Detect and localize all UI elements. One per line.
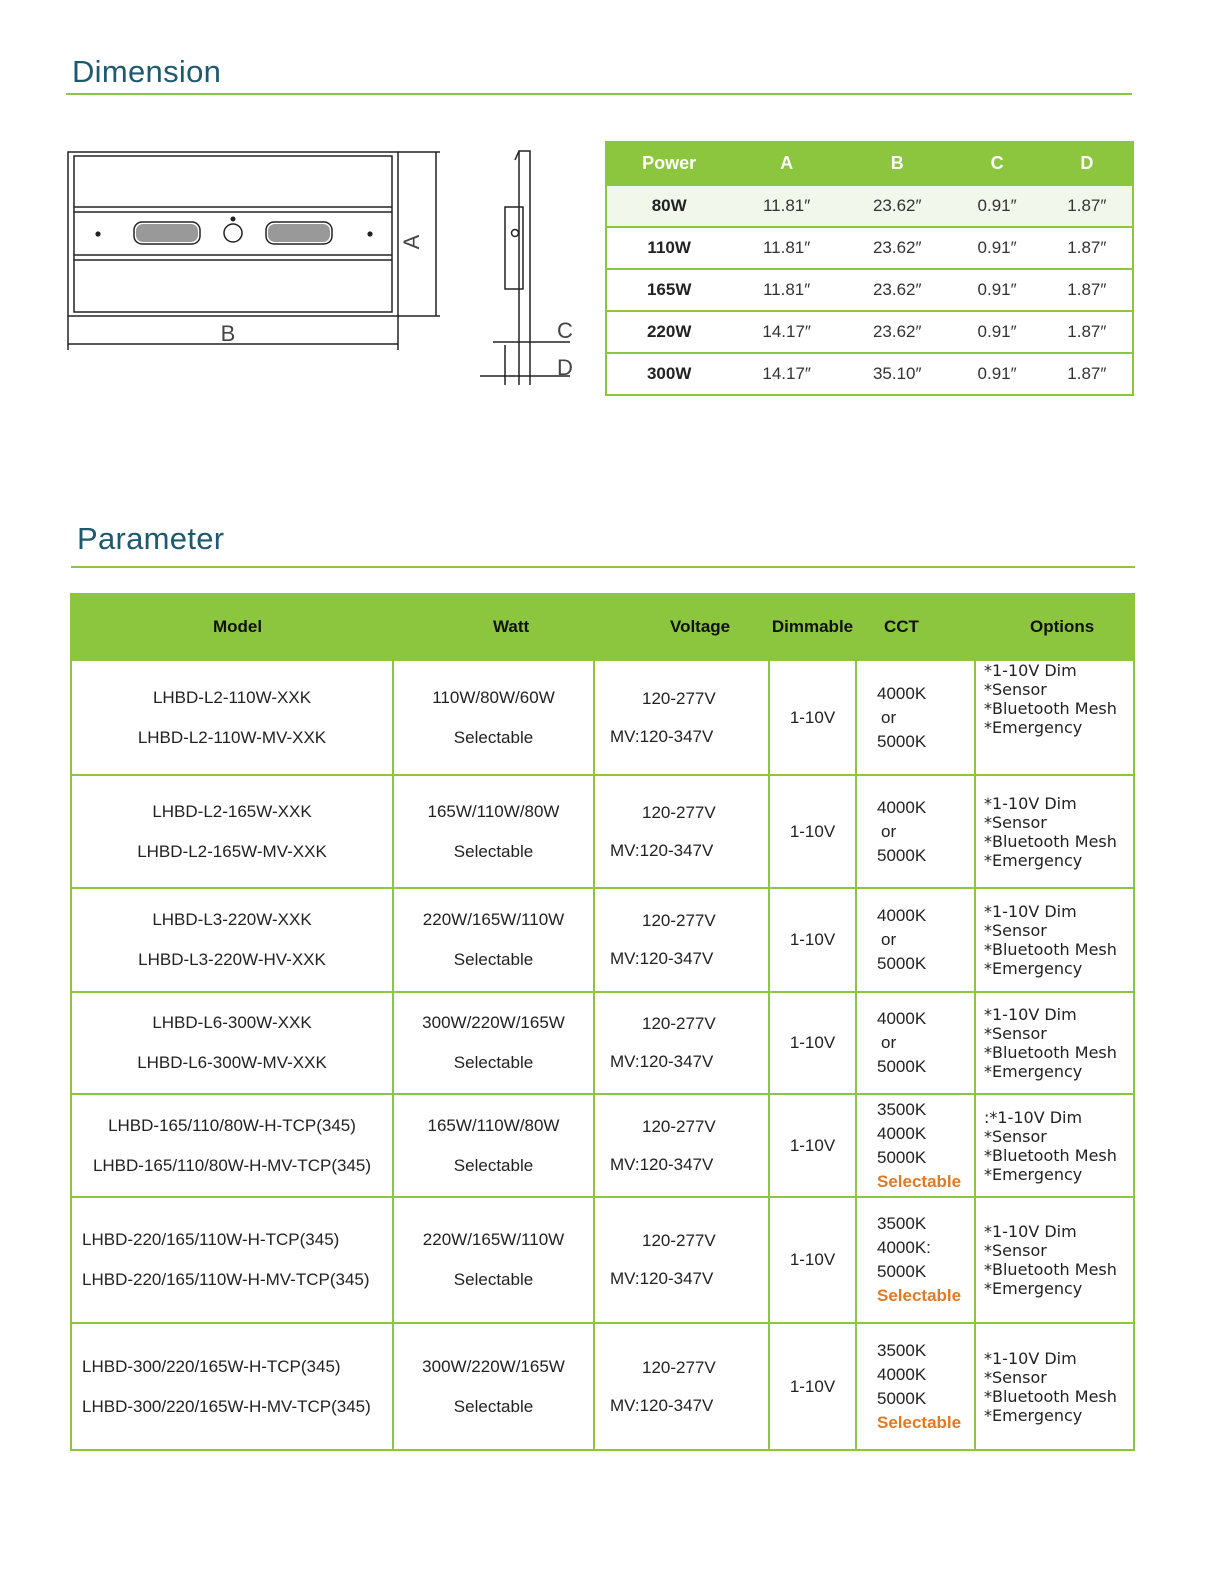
dimmable-cell: 1-10V	[769, 1323, 856, 1450]
option-item: *1-10V Dim	[984, 1348, 1077, 1368]
voltage-cell	[594, 1323, 769, 1450]
watt-values: 165W/110W/80W	[427, 1115, 560, 1135]
header-d: D	[1042, 142, 1133, 185]
options-list	[976, 1222, 1133, 1298]
header-model: Model	[71, 594, 393, 660]
option-item: *Sensor	[984, 1024, 1047, 1043]
voltage-mv: MV:120-347V	[610, 1269, 714, 1288]
option-item: *Sensor	[984, 812, 1047, 832]
power-cell: 220W	[606, 311, 731, 353]
option-item: *Emergency	[984, 718, 1083, 737]
option-item: *Sensor	[984, 1367, 1047, 1387]
cct-value: 3500K	[877, 1214, 927, 1233]
dim-cell: 23.62″	[842, 185, 953, 227]
watt-cell	[393, 1094, 594, 1197]
option-item: *1-10V Dim	[984, 902, 1077, 921]
option-item: *Emergency	[984, 850, 1083, 870]
watt-values: 220W/165W/110W	[422, 1230, 565, 1249]
dim-cell: 23.62″	[842, 269, 953, 311]
table-row	[606, 185, 1133, 227]
model-name-mv: LHBD-165/110/80W-H-MV-TCP(345)	[92, 1155, 372, 1175]
voltage-standard: 120-277V	[642, 1357, 716, 1377]
model-name: LHBD-165/110/80W-H-TCP(345)	[108, 1115, 356, 1135]
options-list	[976, 1349, 1133, 1425]
cct-value: 4000K	[877, 1009, 927, 1028]
watt-selectable: Selectable	[453, 841, 534, 861]
table-row	[71, 775, 1134, 888]
model-cell	[71, 1094, 393, 1197]
header-a: A	[731, 142, 842, 185]
voltage-mv: MV:120-347V	[610, 1395, 714, 1415]
model-name: LHBD-220/165/110W-H-TCP(345)	[82, 1230, 340, 1249]
voltage-mv: MV:120-347V	[610, 840, 714, 860]
voltage-cell	[594, 775, 769, 888]
dimension-table-header	[606, 142, 1133, 185]
dim-cell: 11.81″	[731, 227, 842, 269]
model-name-mv: LHBD-L6-300W-MV-XXK	[137, 1053, 327, 1072]
option-item: *Bluetooth Mesh	[984, 831, 1117, 851]
model-cell	[71, 775, 393, 888]
cct-selectable: Selectable	[877, 1286, 962, 1305]
label-a: A	[399, 234, 424, 250]
cct-value: or	[881, 821, 897, 841]
option-item: *Bluetooth Mesh	[984, 1145, 1117, 1165]
table-row	[606, 353, 1133, 395]
dim-cell: 1.87″	[1042, 311, 1133, 353]
voltage-mv: MV:120-347V	[610, 726, 714, 746]
cct-cell	[856, 1323, 975, 1450]
model-name-mv: LHBD-300/220/165W-H-MV-TCP(345)	[82, 1396, 371, 1416]
table-row	[606, 311, 1133, 353]
side-view-drawing	[475, 145, 585, 390]
dimmable-cell: 1-10V	[769, 992, 856, 1094]
power-cell: 110W	[606, 227, 731, 269]
model-name: LHBD-300/220/165W-H-TCP(345)	[82, 1356, 341, 1376]
cct-value: 4000K:	[877, 1238, 931, 1257]
option-item: *Emergency	[984, 959, 1083, 978]
cct-value: 4000K	[877, 797, 927, 817]
cct-value: 4000K	[877, 683, 927, 703]
voltage-cell	[594, 888, 769, 992]
watt-selectable: Selectable	[453, 1396, 534, 1416]
option-item: *Bluetooth Mesh	[984, 1260, 1117, 1279]
cct-value: 4000K	[877, 906, 927, 925]
cct-cell	[856, 1094, 975, 1197]
dimmable-cell: 1-10V	[769, 775, 856, 888]
option-item: *Emergency	[984, 1062, 1083, 1081]
option-item: *1-10V Dim	[984, 1005, 1077, 1024]
cct-values	[857, 798, 974, 866]
voltage-cell	[594, 1094, 769, 1197]
table-row	[71, 660, 1134, 775]
cct-values	[857, 1009, 974, 1077]
cct-cell	[856, 1197, 975, 1323]
dim-cell: 0.91″	[953, 353, 1042, 395]
cct-value: 4000K	[877, 1364, 927, 1384]
power-cell: 165W	[606, 269, 731, 311]
parameter-rule	[71, 566, 1135, 568]
cct-value: 5000K	[877, 731, 927, 751]
option-item: *Sensor	[984, 1241, 1047, 1260]
cct-cell	[856, 888, 975, 992]
watt-cell	[393, 660, 594, 775]
options-list	[976, 661, 1133, 737]
watt-selectable: Selectable	[453, 1053, 534, 1072]
watt-cell	[393, 992, 594, 1094]
voltage-mv: MV:120-347V	[610, 1154, 714, 1174]
cct-values	[857, 684, 974, 752]
table-row	[71, 888, 1134, 992]
dimmable-cell: 1-10V	[769, 1197, 856, 1323]
watt-values: 165W/110W/80W	[427, 801, 560, 821]
watt-values: 220W/165W/110W	[422, 910, 565, 929]
voltage-standard: 120-277V	[642, 1116, 716, 1136]
voltage-standard: 120-277V	[642, 688, 716, 708]
voltage-standard: 120-277V	[642, 802, 716, 822]
model-name-mv: LHBD-220/165/110W-H-MV-TCP(345)	[82, 1270, 370, 1289]
table-row	[71, 1323, 1134, 1450]
header-options: Options	[975, 594, 1134, 660]
cct-value: 5000K	[877, 1388, 927, 1408]
model-name: LHBD-L2-165W-XXK	[152, 801, 312, 821]
cct-cell	[856, 775, 975, 888]
cct-value: or	[881, 930, 897, 949]
dim-cell: 0.91″	[953, 185, 1042, 227]
option-item: *Emergency	[984, 1164, 1083, 1184]
model-cell	[71, 888, 393, 992]
table-row	[71, 1094, 1134, 1197]
cct-value: 5000K	[877, 1057, 927, 1076]
dimmable-cell: 1-10V	[769, 888, 856, 992]
model-cell	[71, 660, 393, 775]
cct-value: 5000K	[877, 954, 927, 973]
options-cell	[975, 1094, 1134, 1197]
model-name: LHBD-L2-110W-XXK	[152, 687, 312, 707]
dim-cell: 11.81″	[731, 185, 842, 227]
table-row	[606, 269, 1133, 311]
option-item: *Bluetooth Mesh	[984, 1386, 1117, 1406]
options-cell	[975, 660, 1134, 775]
dim-cell: 0.91″	[953, 269, 1042, 311]
model-name: LHBD-L3-220W-XXK	[152, 910, 312, 929]
label-d: D	[557, 355, 573, 380]
parameter-table-header	[71, 594, 1134, 660]
cct-value: or	[881, 707, 897, 727]
dimension-table	[605, 141, 1134, 396]
option-item: *Sensor	[984, 921, 1047, 940]
option-item: *Emergency	[984, 1405, 1083, 1425]
cct-values	[857, 906, 974, 974]
cct-value: or	[881, 1033, 897, 1052]
voltage-standard: 120-277V	[642, 1231, 716, 1250]
dim-cell: 0.91″	[953, 227, 1042, 269]
watt-selectable: Selectable	[453, 1155, 534, 1175]
voltage-cell	[594, 1197, 769, 1323]
header-watt: Watt	[393, 594, 594, 660]
parameter-title: Parameter	[77, 521, 225, 556]
front-view-drawing	[60, 145, 450, 355]
dimension-rule	[66, 93, 1132, 95]
watt-selectable: Selectable	[453, 727, 534, 747]
options-list	[976, 794, 1133, 870]
option-item: *Emergency	[984, 1279, 1083, 1298]
cct-selectable: Selectable	[877, 1412, 962, 1432]
dim-cell: 1.87″	[1042, 227, 1133, 269]
label-c: C	[557, 318, 573, 343]
voltage-cell	[594, 660, 769, 775]
header-c: C	[953, 142, 1042, 185]
voltage-mv: MV:120-347V	[610, 949, 714, 968]
label-b: B	[220, 321, 236, 346]
dim-cell: 11.81″	[731, 269, 842, 311]
dim-cell: 1.87″	[1042, 269, 1133, 311]
header-voltage: Voltage	[594, 594, 769, 660]
dim-cell: 23.62″	[842, 227, 953, 269]
option-item: *Bluetooth Mesh	[984, 1043, 1117, 1062]
model-cell	[71, 1323, 393, 1450]
watt-values: 110W/80W/60W	[432, 687, 555, 707]
option-item: *Sensor	[984, 1126, 1047, 1146]
watt-values: 300W/220W/165W	[422, 1356, 565, 1376]
cct-value: 5000K	[877, 845, 927, 865]
dim-cell: 14.17″	[731, 311, 842, 353]
dim-cell: 35.10″	[842, 353, 953, 395]
cct-value: 5000K	[877, 1147, 927, 1167]
cct-values	[857, 1214, 974, 1306]
options-list	[976, 902, 1133, 978]
watt-cell	[393, 1323, 594, 1450]
option-item: *1-10V Dim	[984, 661, 1077, 680]
parameter-table	[70, 593, 1135, 1451]
dim-cell: 1.87″	[1042, 353, 1133, 395]
option-item: *Bluetooth Mesh	[984, 940, 1117, 959]
cct-value: 4000K	[877, 1123, 927, 1143]
model-cell	[71, 992, 393, 1094]
dimmable-cell: 1-10V	[769, 1094, 856, 1197]
options-cell	[975, 1323, 1134, 1450]
options-cell	[975, 775, 1134, 888]
option-item: *1-10V Dim	[984, 793, 1077, 813]
table-row	[71, 1197, 1134, 1323]
table-row	[606, 227, 1133, 269]
cct-cell	[856, 660, 975, 775]
voltage-cell	[594, 992, 769, 1094]
watt-selectable: Selectable	[453, 1270, 534, 1289]
watt-cell	[393, 1197, 594, 1323]
cct-values	[857, 1341, 974, 1433]
model-cell	[71, 1197, 393, 1323]
options-list	[976, 1005, 1133, 1081]
dimension-title: Dimension	[72, 54, 222, 89]
voltage-standard: 120-277V	[642, 911, 716, 930]
dim-cell: 1.87″	[1042, 185, 1133, 227]
model-name-mv: LHBD-L2-165W-MV-XXK	[137, 841, 327, 861]
cct-cell	[856, 992, 975, 1094]
cct-value: 3500K	[877, 1099, 927, 1119]
model-name-mv: LHBD-L3-220W-HV-XXK	[138, 950, 326, 969]
options-cell	[975, 888, 1134, 992]
header-power: Power	[606, 142, 731, 185]
option-item: *Sensor	[984, 680, 1047, 699]
cct-value: 5000K	[877, 1262, 927, 1281]
watt-selectable: Selectable	[453, 950, 534, 969]
model-name-mv: LHBD-L2-110W-MV-XXK	[137, 727, 327, 747]
power-cell: 80W	[606, 185, 731, 227]
options-list	[976, 1108, 1133, 1184]
cct-selectable: Selectable	[877, 1171, 962, 1191]
options-cell	[975, 992, 1134, 1094]
cct-value: 3500K	[877, 1340, 927, 1360]
voltage-standard: 120-277V	[642, 1014, 716, 1033]
dim-cell: 14.17″	[731, 353, 842, 395]
watt-values: 300W/220W/165W	[422, 1013, 565, 1032]
cct-values	[857, 1100, 974, 1192]
dim-cell: 0.91″	[953, 311, 1042, 353]
header-dimmable: Dimmable	[769, 594, 856, 660]
voltage-mv: MV:120-347V	[610, 1052, 714, 1071]
header-cct: CCT	[856, 594, 975, 660]
watt-cell	[393, 775, 594, 888]
option-item: :*1-10V Dim	[984, 1107, 1083, 1127]
dimmable-cell: 1-10V	[769, 660, 856, 775]
table-row	[71, 992, 1134, 1094]
model-name: LHBD-L6-300W-XXK	[152, 1013, 312, 1032]
options-cell	[975, 1197, 1134, 1323]
watt-cell	[393, 888, 594, 992]
option-item: *1-10V Dim	[984, 1222, 1077, 1241]
dim-cell: 23.62″	[842, 311, 953, 353]
header-b: B	[842, 142, 953, 185]
power-cell: 300W	[606, 353, 731, 395]
option-item: *Bluetooth Mesh	[984, 699, 1117, 718]
